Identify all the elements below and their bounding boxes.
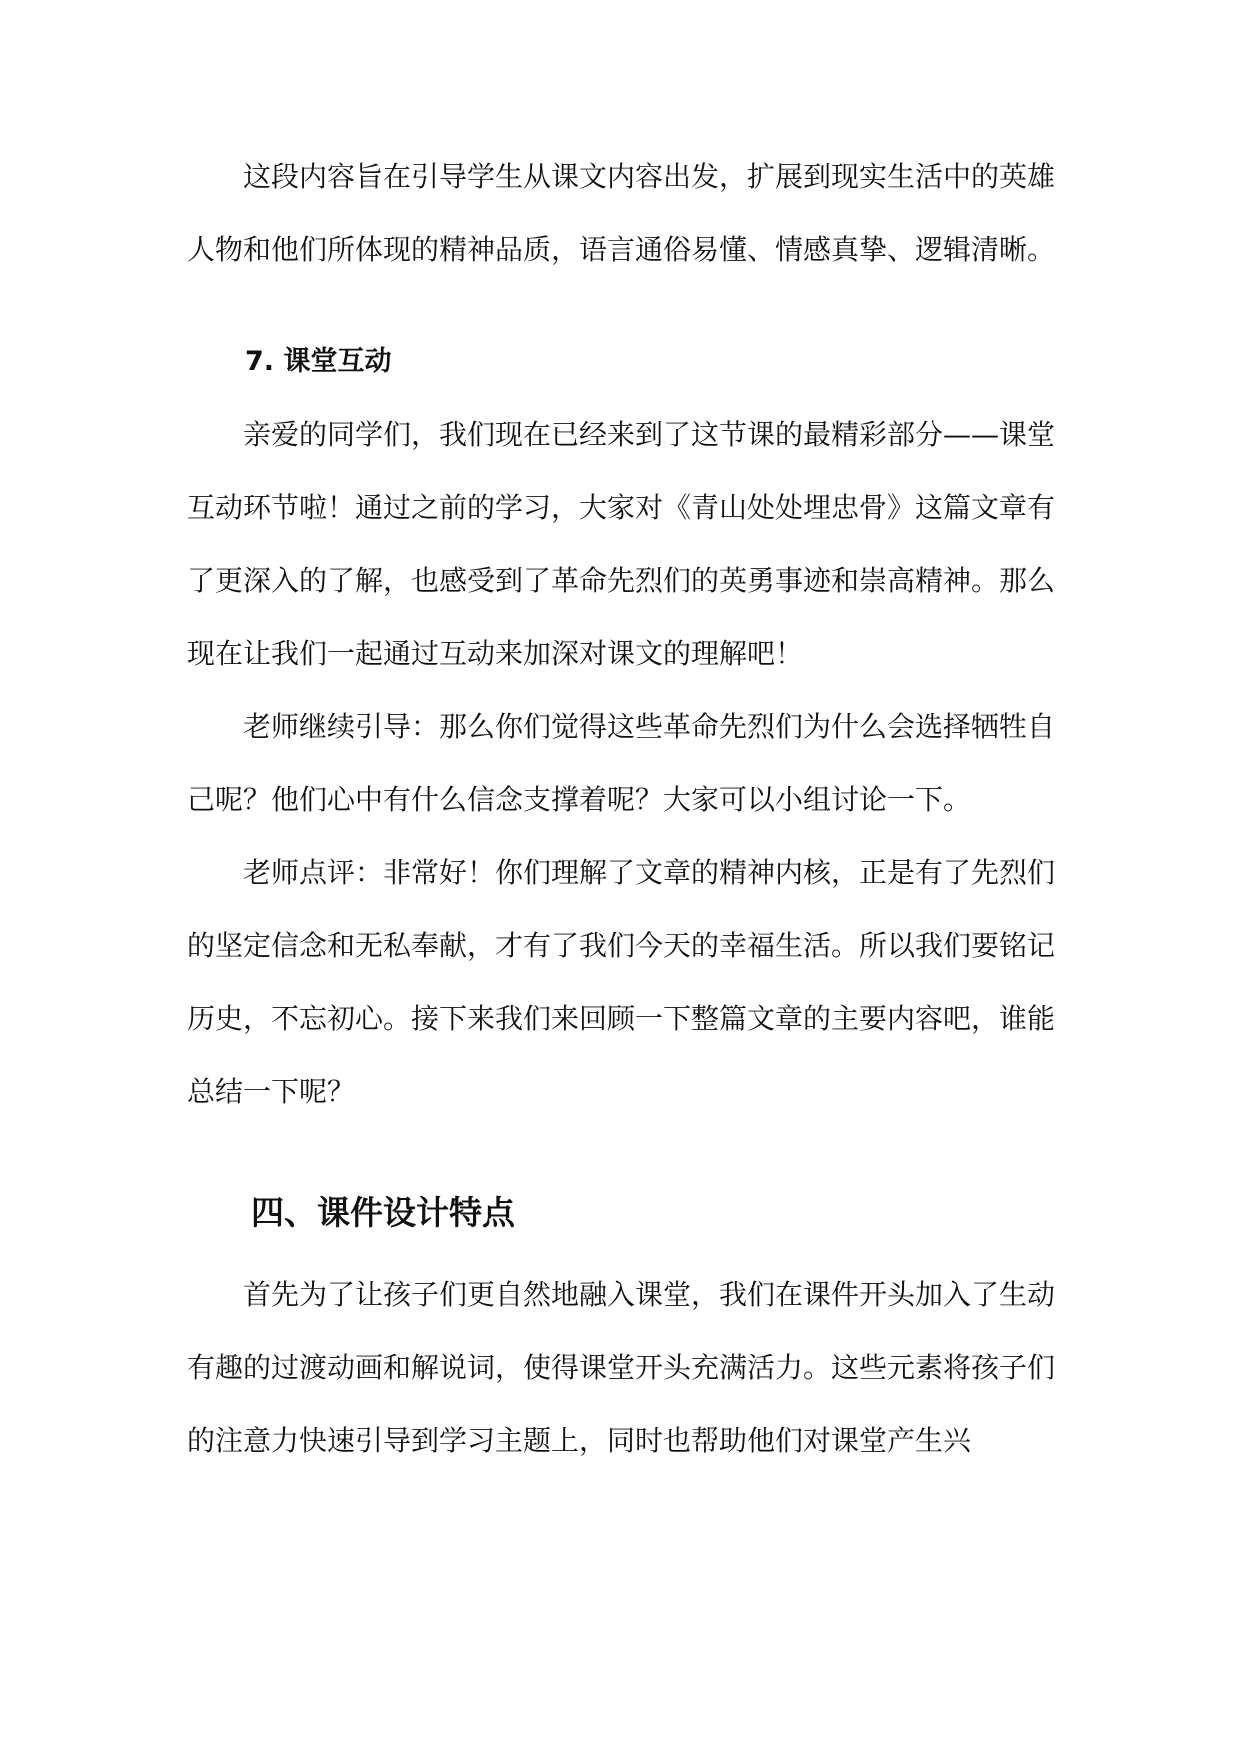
section-7-paragraph-3: 老师点评：非常好！你们理解了文章的精神内核，正是有了先烈们的坚定信念和无私奉献，才有了我们今天的幸福生活。所以我们要铭记历史，不忘初心。接下来我们来回顾一下整篇文章的主要内容吧，谁能总结一下呢？ bbox=[187, 856, 1056, 1108]
section-7-heading: 7. 课堂互动 bbox=[245, 346, 392, 377]
section-4-heading: 四、课件设计特点 bbox=[251, 1193, 515, 1232]
intro-paragraph: 这段内容旨在引导学生从课文内容出发，扩展到现实生活中的英雄人物和他们所体现的精神品质，语言通俗易懂、情感真挚、逻辑清晰。 bbox=[187, 160, 1056, 266]
page-content bbox=[187, 140, 1055, 1477]
section-7-paragraph-2: 老师继续引导：那么你们觉得这些革命先烈们为什么会选择牺牲自己呢？他们心中有什么信念支撑着呢？大家可以小组讨论一下。 bbox=[187, 710, 1056, 816]
section-4-paragraph-1: 首先为了让孩子们更自然地融入课堂，我们在课件开头加入了生动有趣的过渡动画和解说词，使得课堂开头充满活力。这些元素将孩子们的注意力快速引导到学习主题上，同时也帮助他们对课堂产生兴 bbox=[187, 1278, 1056, 1457]
section-7-paragraph-1: 亲爱的同学们，我们现在已经来到了这节课的最精彩部分——课堂互动环节啦！通过之前的学习，大家对《青山处处埋忠骨》这篇文章有了更深入的了解，也感受到了革命先烈们的英勇事迹和崇高精神。那么现在让我们一起通过互动来加深对课文的理解吧！ bbox=[187, 418, 1056, 670]
